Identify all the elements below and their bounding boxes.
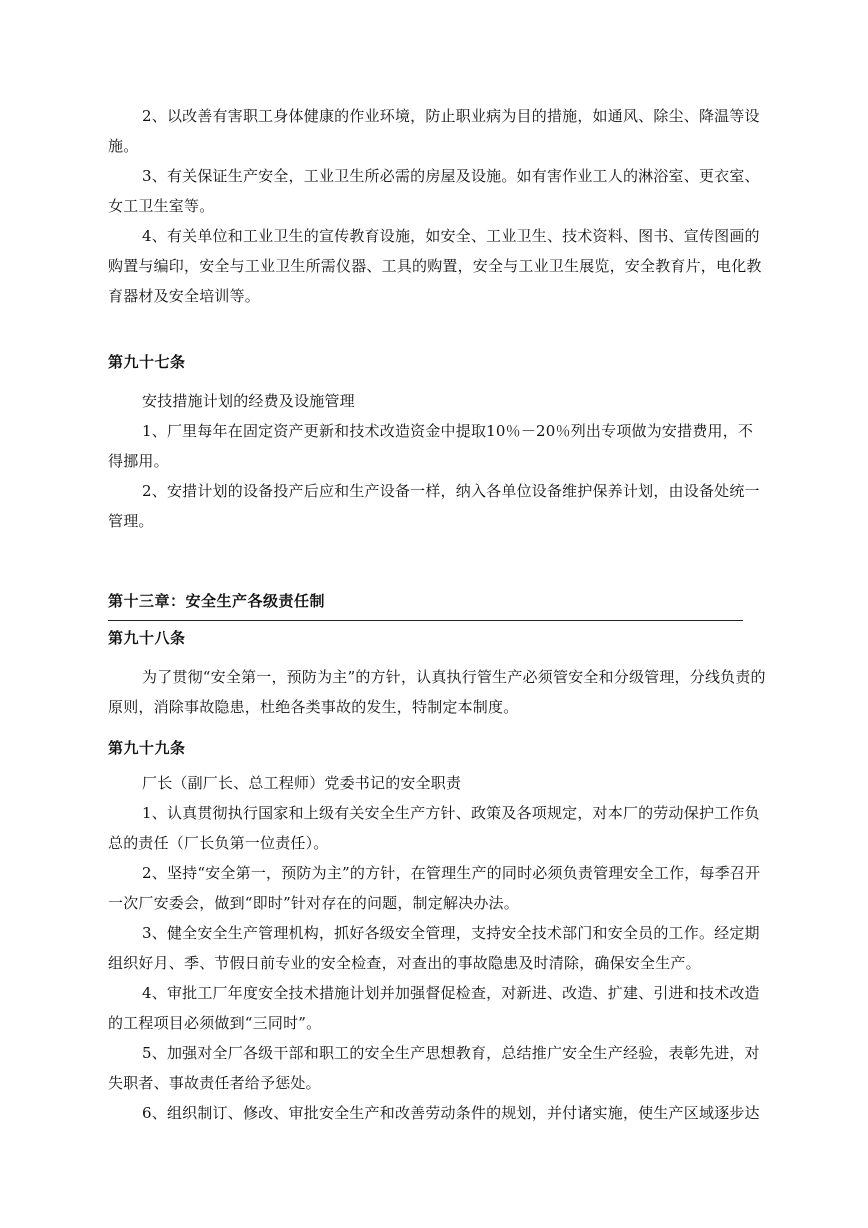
chapter-13-title: 第十三章：安全生产各级责任制 (108, 592, 326, 610)
article-99-subtitle: 厂长（副厂长、总工程师）党委书记的安全职责 (142, 774, 462, 792)
article-97-item-1: 1、厂里每年在固定资产更新和技术改造资金中提取10％－20％列出专项做为安措费用，不得挪用。 (108, 422, 754, 470)
article-99-item-2: 2、坚持“安全第一，预防为主”的方针，在管理生产的同时必须负责管理安全工作，每季召开一次厂安委会，做到“即时”针对存在的问题，制定解决办法。 (108, 864, 761, 912)
section-a-item-2: 2、以改善有害职工身体健康的作业环境，防止职业病为目的措施，如通风、除尘、降温等设施。 (108, 107, 760, 155)
chapter-divider (108, 620, 743, 621)
article-99-item-6: 6、组织制订、修改、审批安全生产和改善劳动条件的规划，并付诸实施，使生产区域逐步达 (142, 1104, 760, 1122)
article-97-heading: 第九十七条 (108, 353, 186, 371)
section-a-item-4: 4、有关单位和工业卫生的宣传教育设施，如安全、工业卫生、技术资料、图书、宣传图画的购置与编印，安全与工业卫生所需仪器、工具的购置，安全与工业卫生展览，安全教育片，电化教育器材及安全培训等。 (108, 227, 762, 305)
article-99-item-3: 3、健全安全生产管理机构，抓好各级安全管理，支持安全技术部门和安全员的工作。经定期组织好月、季、节假日前专业的安全检查，对查出的事故隐患及时清除，确保安全生产。 (108, 924, 760, 972)
article-99-item-1: 1、认真贯彻执行国家和上级有关安全生产方针、政策及各项规定，对本厂的劳动保护工作负总的责任（厂长负第一位责任）。 (108, 804, 760, 852)
article-99-heading: 第九十九条 (108, 739, 186, 757)
article-99-item-5: 5、加强对全厂各级干部和职工的安全生产思想教育，总结推广安全生产经验，表彰先进，对失职者、事故责任者给予惩处。 (108, 1044, 760, 1092)
article-97-subtitle: 安技措施计划的经费及设施管理 (142, 392, 355, 410)
section-a-item-3: 3、有关保证生产安全，工业卫生所必需的房屋及设施。如有害作业工人的淋浴室、更衣室、女工卫生室等。 (108, 167, 760, 215)
article-98-body: 为了贯彻“安全第一，预防为主”的方针，认真执行管生产必须管安全和分级管理，分线负责的原则，消除事故隐患，杜绝各类事故的发生，特制定本制度。 (108, 668, 766, 716)
article-97-item-2: 2、安措计划的设备投产后应和生产设备一样，纳入各单位设备维护保养计划，由设备处统一管理。 (108, 482, 760, 530)
article-99-item-4: 4、审批工厂年度安全技术措施计划并加强督促检查，对新进、改造、扩建、引进和技术改造的工程项目必须做到“三同时”。 (108, 984, 760, 1032)
article-98-heading: 第九十八条 (108, 629, 186, 647)
